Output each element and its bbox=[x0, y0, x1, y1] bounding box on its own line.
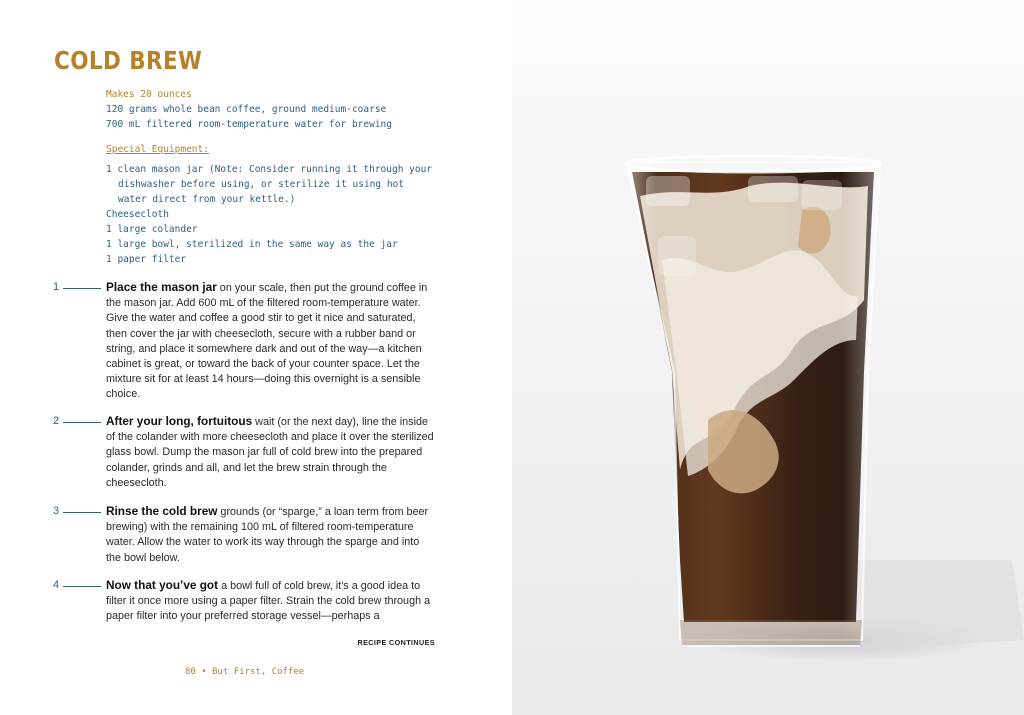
step-lead: Place the mason jar bbox=[106, 280, 217, 294]
page-footer bbox=[185, 667, 304, 677]
step-text bbox=[106, 414, 436, 491]
equipment-item: Cheesecloth bbox=[106, 209, 169, 220]
step-body: on your scale, then put the ground coffee in the mason jar. Add 600 mL of the filtered room-temperature water. Give the water and coffee a good stir to get it nice and saturated, then cover the jar with cheesecloth, secure with a rubber band or string, and place it somewhere dark and out of the way—a kitchen cabinet is great, or toward the back of your counter space. Let the mixture sit for at least 14 hours—doing this overnight is a sensible choice. bbox=[106, 282, 428, 401]
step-number: 2 bbox=[53, 415, 60, 427]
step-text bbox=[106, 280, 436, 403]
recipe-title: COLD BREW bbox=[54, 46, 203, 75]
ingredient-item: 700 mL filtered room-temperature water for brewing bbox=[106, 119, 392, 130]
equipment-item: 1 large bowl, sterilized in the same way as the jar bbox=[106, 239, 398, 250]
yield-line: Makes 20 ounces bbox=[106, 89, 192, 100]
equipment-heading: Special Equipment: bbox=[106, 144, 209, 155]
ingredient-item: 120 grams whole bean coffee, ground medium-coarse bbox=[106, 104, 387, 115]
step-leader-line bbox=[63, 422, 101, 423]
step-number: 4 bbox=[53, 579, 60, 591]
iced-coffee-glass-icon bbox=[512, 0, 1024, 715]
step-text bbox=[106, 578, 436, 625]
step-body: wait (or the next day), line the inside of the colander with more cheesecloth and place it over the sterilized glass bowl. Dump the mason jar full of cold brew into the prepared colander, grinds and all, and let the brew strain through the cheesecloth. bbox=[106, 416, 434, 489]
step-leader-line bbox=[63, 586, 101, 587]
equipment-item: 1 paper filter bbox=[106, 254, 187, 265]
step-body: a bowl full of cold brew, it’s a good idea to filter it once more using a paper filter. Strain the cold brew through a paper filter into your preferred storage vessel—perhaps a bbox=[106, 580, 431, 623]
step-lead: After your long, fortuitous bbox=[106, 414, 253, 428]
yield-block bbox=[106, 87, 392, 132]
step-lead: Rinse the cold brew bbox=[106, 504, 218, 518]
equipment-item: 1 large colander bbox=[106, 224, 198, 235]
recipe-continues-label: RECIPE CONTINUES bbox=[357, 638, 435, 647]
book-title: But First, Coffee bbox=[212, 667, 305, 677]
equipment-list bbox=[106, 162, 436, 267]
step-number: 1 bbox=[53, 281, 60, 293]
equipment-item: 1 clean mason jar (Note: Consider running it through your dishwasher before using, or sterilize it using hot water direct from your kettle.) bbox=[106, 164, 433, 205]
step-number: 3 bbox=[53, 505, 60, 517]
step-leader-line bbox=[63, 288, 101, 289]
step-text bbox=[106, 504, 436, 566]
step-lead: Now that you’ve got bbox=[106, 578, 219, 592]
step-body: grounds (or “sparge,” a loan term from beer brewing) with the remaining 100 mL of filtered room-temperature water. Allow the water to work its way through the sparge and into the bowl below. bbox=[106, 506, 429, 564]
step-leader-line bbox=[63, 512, 101, 513]
footer-separator: • bbox=[201, 667, 207, 677]
page-number: 80 bbox=[185, 667, 196, 677]
photo-page bbox=[512, 0, 1024, 715]
